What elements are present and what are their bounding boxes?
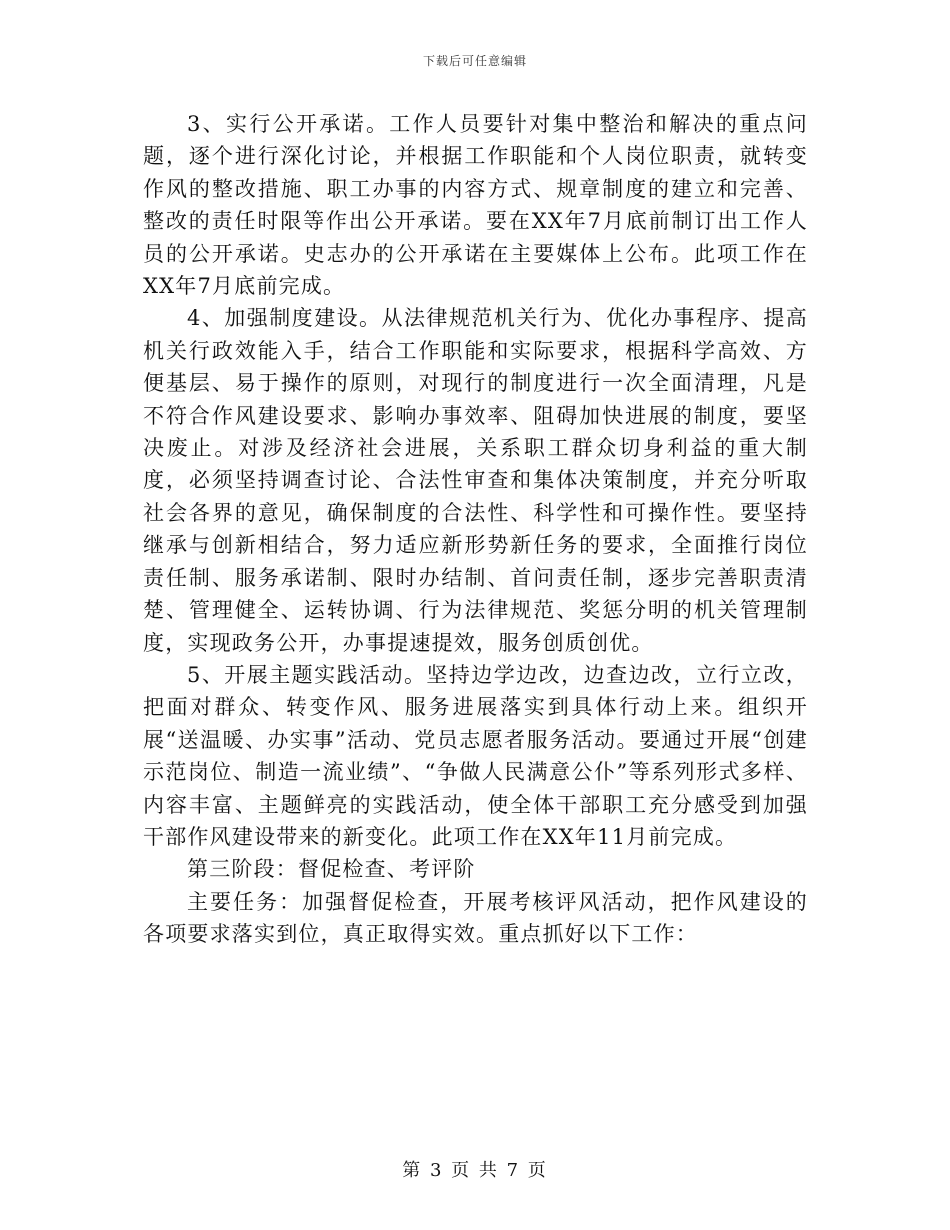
page-number-footer: 第 3 页 共 7 页 [402, 1160, 548, 1181]
paragraph-public-commitment: 3、实行公开承诺。工作人员要针对集中整治和解决的重点问题，逐个进行深化讨论，并根据工作职能和个人岗位职责，就转变作风的整改措施、职工办事的内容方式、规章制度的建立和完善、整改的责任时限等作出公开承诺。要在XX年7月底前制订出工作人员的公开承诺。史志办的公开承诺在主要媒体上公布。此项工作在XX年7月底前完成。 [143, 112, 808, 299]
page-header-note: 下载后可任意编辑 [422, 54, 527, 68]
paragraph-system-building: 4、加强制度建设。从法律规范机关行为、优化办事程序、提高机关行政效能入手，结合工作职能和实际要求，根据科学高效、方便基层、易于操作的原则，对现行的制度进行一次全面清理，凡是不符合作风建设要求、影响办事效率、阻碍加快进展的制度，要坚决废止。对涉及经济社会进展，关系职工群众切身利益的重大制度，必须坚持调查讨论、合法性审查和集体决策制度，并充分听取社会各界的意见，确保制度的合法性、科学性和可操作性。要坚持继承与创新相结合，努力适应新形势新任务的要求，全面推行岗位责任制、服务承诺制、限时办结制、首问责任制，逐步完善职责清楚、管理健全、运转协调、行为法律规范、奖惩分明的机关管理制度，实现政务公开，办事提速提效，服务创质创优。 [143, 306, 808, 655]
document-body [143, 108, 808, 951]
section-heading-stage-three: 第三阶段：督促检查、考评阶 [187, 857, 476, 882]
paragraph-main-tasks: 主要任务：加强督促检查，开展考核评风活动，把作风建设的各项要求落实到位，真正取得实效。重点抓好以下工作： [143, 889, 808, 947]
paragraph-practice-activities: 5、开展主题实践活动。坚持边学边改，边查边改，立行立改，把面对群众、转变作风、服务进展落实到具体行动上来。组织开展“送温暖、办实事”活动、党员志愿者服务活动。要通过开展“创建示范岗位、制造一流业绩”、“争做人民满意公仆”等系列形式多样、内容丰富、主题鲜亮的实践活动，使全体干部职工充分感受到加强干部作风建设带来的新变化。此项工作在XX年11月前完成。 [143, 662, 808, 849]
